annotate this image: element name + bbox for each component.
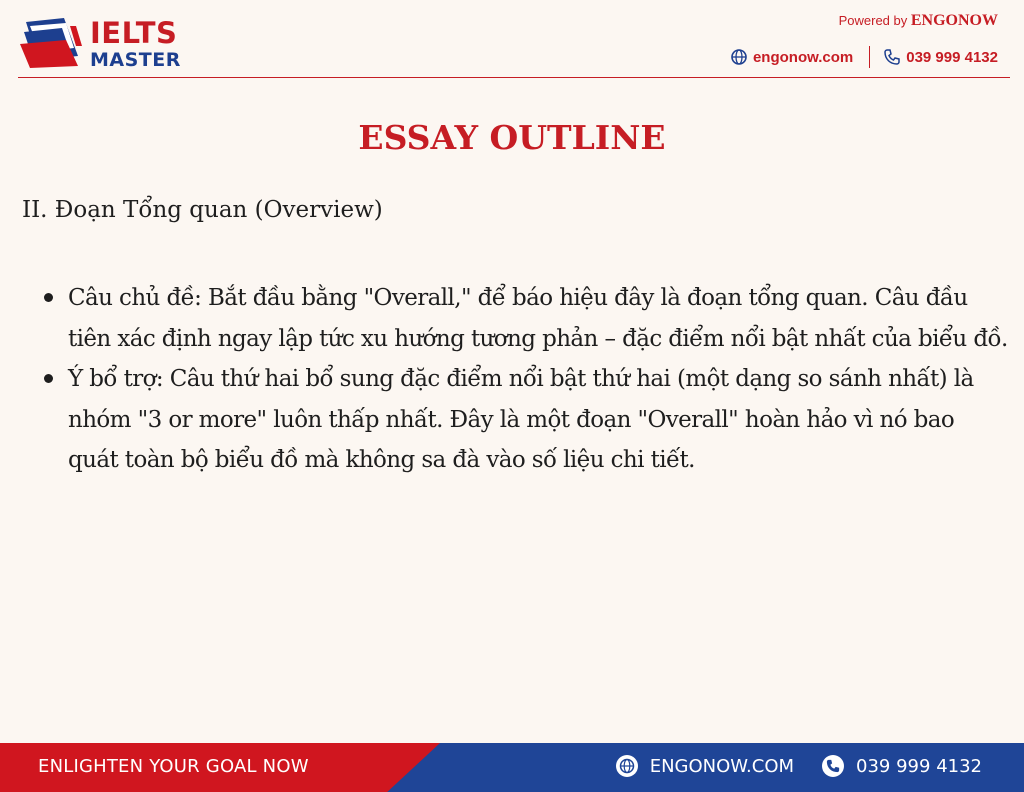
header-website-link[interactable]: engonow.com (752, 48, 854, 66)
footer-phone-link[interactable]: 039 999 4132 (856, 755, 982, 777)
powered-by-label: Powered by (838, 13, 908, 28)
page-header (0, 0, 1024, 80)
phone-icon (884, 49, 900, 65)
bullet-icon (44, 374, 53, 383)
footer-slogan: ENLIGHTEN YOUR GOAL NOW (38, 756, 309, 777)
powered-by (839, 12, 998, 30)
list-item (68, 278, 1008, 359)
globe-icon (616, 755, 638, 777)
header-divider (18, 77, 1010, 78)
list-item (68, 359, 1008, 481)
page-title: ESSAY OUTLINE (358, 118, 666, 157)
outline-bullet-list (68, 278, 1008, 481)
logo-text-ielts: IELTS (90, 16, 178, 50)
bullet-text: Câu chủ đề: Bắt đầu bằng "Overall," để báo hiệu đây là đoạn tổng quan. Câu đầu tiên xác định ngay lập tức xu hướng tương phản – đặc điểm nổi bật nhất của biểu đồ. (68, 285, 1008, 352)
logo-text-master: MASTER (90, 49, 181, 71)
powered-by-brand[interactable]: ENGONOW (910, 12, 998, 29)
bullet-icon (44, 293, 53, 302)
bullet-text: Ý bổ trợ: Câu thứ hai bổ sung đặc điểm nổi bật thứ hai (một dạng so sánh nhất) là nhóm "3 or more" luôn thấp nhất. Đây là một đoạn "Overall" hoàn hảo vì nó bao quát toàn bộ biểu đồ mà không sa đà vào số liệu chi tiết. (68, 366, 974, 473)
section-heading: II. Đoạn Tổng quan (Overview) (22, 197, 383, 223)
globe-icon (731, 49, 747, 65)
page-footer (0, 743, 1024, 792)
header-contact-divider (869, 46, 870, 68)
ielts-master-logo[interactable] (20, 16, 190, 72)
footer-website-link[interactable]: ENGONOW.COM (649, 755, 795, 777)
header-phone-link[interactable]: 039 999 4132 (906, 48, 998, 66)
footer-contact (616, 755, 982, 777)
book-logo-icon (20, 16, 86, 68)
header-contact (731, 46, 998, 68)
phone-icon (822, 755, 844, 777)
